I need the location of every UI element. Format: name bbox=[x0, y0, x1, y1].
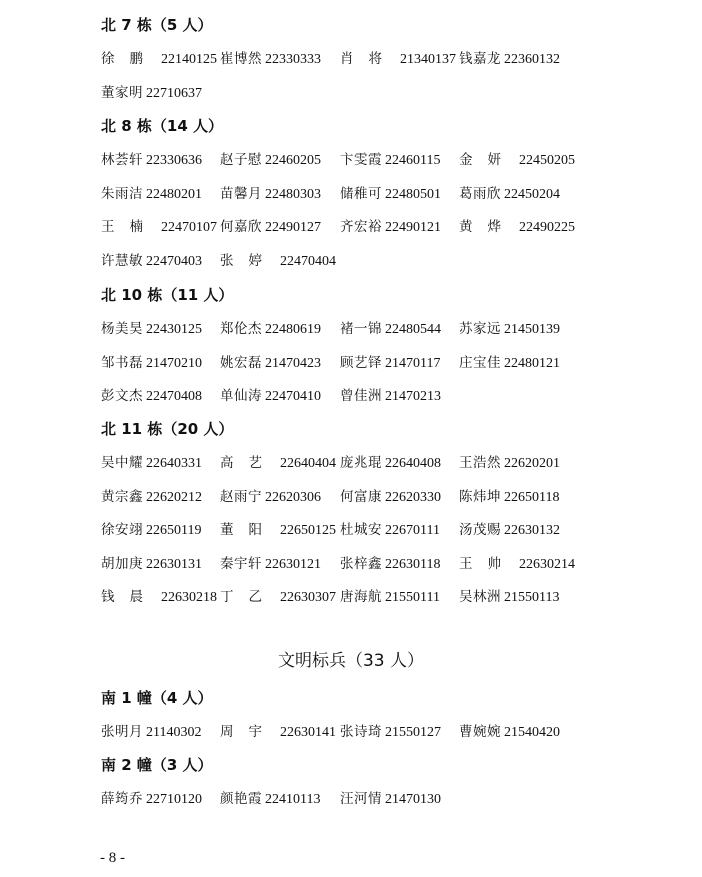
student-name: 汪河情 bbox=[340, 791, 382, 807]
student-id: 22140125 bbox=[161, 52, 217, 67]
student-id: 21470210 bbox=[146, 355, 202, 371]
student-name: 吴中耀 bbox=[101, 455, 143, 471]
name-row bbox=[101, 790, 601, 810]
student-entry bbox=[220, 555, 321, 574]
student-name: 姚宏磊 bbox=[220, 354, 262, 371]
student-id: 22630132 bbox=[504, 523, 560, 539]
student-id: 22480619 bbox=[265, 322, 321, 337]
student-name: 张明月 bbox=[101, 724, 143, 740]
student-id: 21470423 bbox=[265, 355, 321, 371]
student-name: 钱晨 bbox=[101, 589, 158, 606]
student-id: 22630131 bbox=[146, 556, 202, 572]
student-id: 22630307 bbox=[280, 590, 336, 606]
name-row bbox=[101, 588, 601, 608]
student-id: 22330333 bbox=[265, 52, 321, 67]
student-entry bbox=[101, 252, 202, 271]
group-heading: 北 7 栋（5 人） bbox=[101, 16, 213, 34]
student-id: 22630218 bbox=[161, 590, 217, 606]
student-name: 褚一锦 bbox=[340, 321, 382, 337]
student-entry bbox=[101, 521, 201, 540]
student-id: 22490225 bbox=[519, 220, 575, 236]
student-name: 单仙涛 bbox=[220, 388, 262, 405]
student-name: 许慧敏 bbox=[101, 252, 143, 269]
student-entry bbox=[340, 454, 441, 473]
student-entry bbox=[340, 723, 441, 742]
student-name: 徐鹏 bbox=[101, 51, 158, 67]
student-id: 21340137 bbox=[400, 52, 456, 67]
student-name: 赵子慰 bbox=[220, 152, 262, 168]
student-name: 高艺 bbox=[220, 455, 277, 471]
student-entry bbox=[340, 50, 456, 69]
student-entry bbox=[101, 354, 202, 373]
student-entry bbox=[101, 387, 202, 406]
name-row bbox=[101, 488, 601, 508]
student-entry bbox=[220, 588, 336, 607]
student-id: 22450205 bbox=[519, 153, 575, 168]
student-id: 22650119 bbox=[146, 523, 202, 539]
student-id: 22470403 bbox=[146, 253, 202, 269]
student-id: 22620330 bbox=[385, 489, 441, 505]
student-id: 21470213 bbox=[385, 389, 441, 405]
name-row bbox=[101, 555, 601, 575]
student-entry bbox=[220, 320, 321, 339]
student-name: 陈炜坤 bbox=[459, 488, 501, 505]
student-name: 张婷 bbox=[220, 252, 277, 269]
student-entry bbox=[459, 151, 575, 170]
student-id: 22710120 bbox=[146, 792, 202, 807]
student-name: 黄宗鑫 bbox=[101, 488, 143, 505]
student-name: 董家明 bbox=[101, 84, 143, 101]
student-entry bbox=[340, 790, 441, 809]
student-entry bbox=[101, 151, 202, 170]
student-entry bbox=[101, 50, 217, 69]
student-id: 22630118 bbox=[385, 556, 441, 572]
student-entry bbox=[340, 488, 441, 507]
group-heading: 南 2 幢（3 人） bbox=[101, 756, 213, 774]
student-name: 苏家远 bbox=[459, 321, 501, 337]
student-entry bbox=[101, 218, 217, 237]
student-entry bbox=[220, 521, 336, 540]
student-id: 22470410 bbox=[265, 389, 321, 405]
student-entry bbox=[101, 588, 217, 607]
student-name: 唐海航 bbox=[340, 589, 382, 606]
student-name: 丁乙 bbox=[220, 589, 277, 606]
section-title: 文明标兵（33 人） bbox=[277, 651, 425, 671]
student-id: 22480303 bbox=[265, 186, 321, 202]
name-row bbox=[101, 151, 601, 171]
student-entry bbox=[101, 84, 202, 103]
student-id: 22620212 bbox=[146, 489, 202, 505]
student-name: 朱雨洁 bbox=[101, 185, 143, 202]
student-entry bbox=[220, 387, 321, 406]
student-name: 崔博然 bbox=[220, 51, 262, 67]
student-id: 22330636 bbox=[146, 153, 202, 168]
student-entry bbox=[340, 185, 441, 204]
student-name: 曹婉婉 bbox=[459, 724, 501, 740]
student-name: 吴林洲 bbox=[459, 589, 501, 606]
student-entry bbox=[220, 790, 320, 809]
student-entry bbox=[101, 185, 202, 204]
student-entry bbox=[220, 454, 336, 473]
student-id: 22630121 bbox=[265, 556, 321, 572]
student-id: 22470107 bbox=[161, 220, 217, 236]
student-entry bbox=[459, 723, 560, 742]
student-name: 王浩然 bbox=[459, 455, 501, 471]
student-entry bbox=[220, 218, 321, 237]
student-entry bbox=[459, 454, 560, 473]
student-name: 金妍 bbox=[459, 152, 516, 168]
student-id: 22640404 bbox=[280, 456, 336, 471]
student-id: 22640408 bbox=[385, 456, 441, 471]
student-name: 胡加庚 bbox=[101, 555, 143, 572]
student-name: 卞雯霞 bbox=[340, 152, 382, 168]
student-name: 邹书磊 bbox=[101, 354, 143, 371]
student-name: 齐宏裕 bbox=[340, 219, 382, 236]
group-heading: 北 10 栋（11 人） bbox=[101, 286, 234, 304]
student-entry bbox=[101, 555, 202, 574]
student-name: 苗馨月 bbox=[220, 185, 262, 202]
student-entry bbox=[459, 588, 559, 607]
student-id: 22630141 bbox=[280, 725, 336, 740]
student-id: 22450204 bbox=[504, 186, 560, 202]
student-entry bbox=[340, 588, 440, 607]
student-entry bbox=[220, 185, 321, 204]
student-entry bbox=[220, 723, 336, 742]
student-entry bbox=[340, 151, 440, 170]
student-name: 张梓鑫 bbox=[340, 555, 382, 572]
student-name: 林荟轩 bbox=[101, 152, 143, 168]
name-row bbox=[101, 50, 601, 70]
student-entry bbox=[459, 488, 559, 507]
student-entry bbox=[340, 555, 440, 574]
student-entry bbox=[101, 790, 202, 809]
student-entry bbox=[459, 555, 575, 574]
name-row bbox=[101, 252, 601, 272]
student-entry bbox=[340, 320, 441, 339]
student-entry bbox=[340, 354, 440, 373]
student-name: 何富康 bbox=[340, 488, 382, 505]
student-entry bbox=[101, 454, 202, 473]
student-id: 21470117 bbox=[385, 355, 441, 371]
student-name: 庄宝佳 bbox=[459, 354, 501, 371]
student-id: 21550111 bbox=[385, 590, 440, 606]
student-entry bbox=[340, 387, 441, 406]
student-entry bbox=[459, 185, 560, 204]
student-id: 22470408 bbox=[146, 389, 202, 405]
student-entry bbox=[101, 723, 201, 742]
student-entry bbox=[220, 252, 336, 271]
student-name: 汤茂赐 bbox=[459, 522, 501, 539]
student-id: 22620201 bbox=[504, 456, 560, 471]
group-heading: 北 8 栋（14 人） bbox=[101, 117, 223, 135]
student-entry bbox=[220, 50, 321, 69]
student-name: 肖将 bbox=[340, 51, 397, 67]
name-row bbox=[101, 84, 601, 104]
student-name: 储稚可 bbox=[340, 185, 382, 202]
name-row bbox=[101, 320, 601, 340]
student-id: 22460115 bbox=[385, 153, 441, 168]
student-id: 21450139 bbox=[504, 322, 560, 337]
student-name: 赵雨宁 bbox=[220, 488, 262, 505]
student-name: 杜城安 bbox=[340, 522, 382, 539]
student-name: 颜艳霞 bbox=[220, 791, 262, 807]
student-name: 徐安翊 bbox=[101, 522, 143, 539]
student-id: 22670111 bbox=[385, 523, 440, 539]
student-id: 22460205 bbox=[265, 153, 321, 168]
student-id: 22360132 bbox=[504, 52, 560, 67]
student-name: 庞兆琨 bbox=[340, 455, 382, 471]
student-name: 钱嘉龙 bbox=[459, 51, 501, 67]
student-name: 秦宇轩 bbox=[220, 555, 262, 572]
student-id: 22710637 bbox=[146, 85, 202, 101]
student-id: 22490121 bbox=[385, 220, 441, 236]
student-entry bbox=[459, 354, 560, 373]
student-entry bbox=[340, 521, 440, 540]
student-id: 21140302 bbox=[146, 725, 202, 740]
student-id: 21540420 bbox=[504, 725, 560, 740]
student-name: 周宇 bbox=[220, 724, 277, 740]
student-entry bbox=[101, 488, 202, 507]
student-name: 葛雨欣 bbox=[459, 185, 501, 202]
student-name: 黄烨 bbox=[459, 219, 516, 236]
student-entry bbox=[459, 50, 560, 69]
group-heading: 北 11 栋（20 人） bbox=[101, 420, 234, 438]
student-name: 王帅 bbox=[459, 555, 516, 572]
student-id: 22650118 bbox=[504, 489, 560, 505]
student-name: 张诗琦 bbox=[340, 724, 382, 740]
student-name: 董阳 bbox=[220, 522, 277, 539]
student-entry bbox=[220, 151, 321, 170]
student-entry bbox=[459, 521, 560, 540]
name-row bbox=[101, 387, 601, 407]
student-name: 郑伦杰 bbox=[220, 321, 262, 337]
student-entry bbox=[340, 218, 441, 237]
student-id: 21550127 bbox=[385, 725, 441, 740]
student-id: 22490127 bbox=[265, 220, 321, 236]
student-entry bbox=[459, 320, 560, 339]
student-id: 22630214 bbox=[519, 556, 575, 572]
student-id: 22480544 bbox=[385, 322, 441, 337]
page-number: - 8 - bbox=[100, 850, 125, 866]
student-entry bbox=[220, 488, 321, 507]
student-name: 彭文杰 bbox=[101, 388, 143, 405]
name-row bbox=[101, 354, 601, 374]
student-id: 22480201 bbox=[146, 186, 202, 202]
student-id: 21470130 bbox=[385, 792, 441, 807]
student-name: 王楠 bbox=[101, 219, 158, 236]
student-id: 22480121 bbox=[504, 355, 560, 371]
student-id: 22470404 bbox=[280, 253, 336, 269]
student-name: 薛筠乔 bbox=[101, 791, 143, 807]
student-name: 曾佳洲 bbox=[340, 388, 382, 405]
student-id: 21550113 bbox=[504, 590, 560, 606]
name-row bbox=[101, 454, 601, 474]
student-id: 22620306 bbox=[265, 489, 321, 505]
student-id: 22410113 bbox=[265, 792, 321, 807]
student-id: 22650125 bbox=[280, 523, 336, 539]
student-name: 何嘉欣 bbox=[220, 219, 262, 236]
group-heading: 南 1 幢（4 人） bbox=[101, 689, 213, 707]
student-id: 22430125 bbox=[146, 322, 202, 337]
name-row bbox=[101, 218, 601, 238]
name-row bbox=[101, 185, 601, 205]
student-entry bbox=[459, 218, 575, 237]
name-row bbox=[101, 723, 601, 743]
student-name: 杨美昊 bbox=[101, 321, 143, 337]
student-id: 22640331 bbox=[146, 456, 202, 471]
student-entry bbox=[101, 320, 202, 339]
student-id: 22480501 bbox=[385, 186, 441, 202]
student-name: 顾艺铎 bbox=[340, 354, 382, 371]
name-row bbox=[101, 521, 601, 541]
student-entry bbox=[220, 354, 321, 373]
